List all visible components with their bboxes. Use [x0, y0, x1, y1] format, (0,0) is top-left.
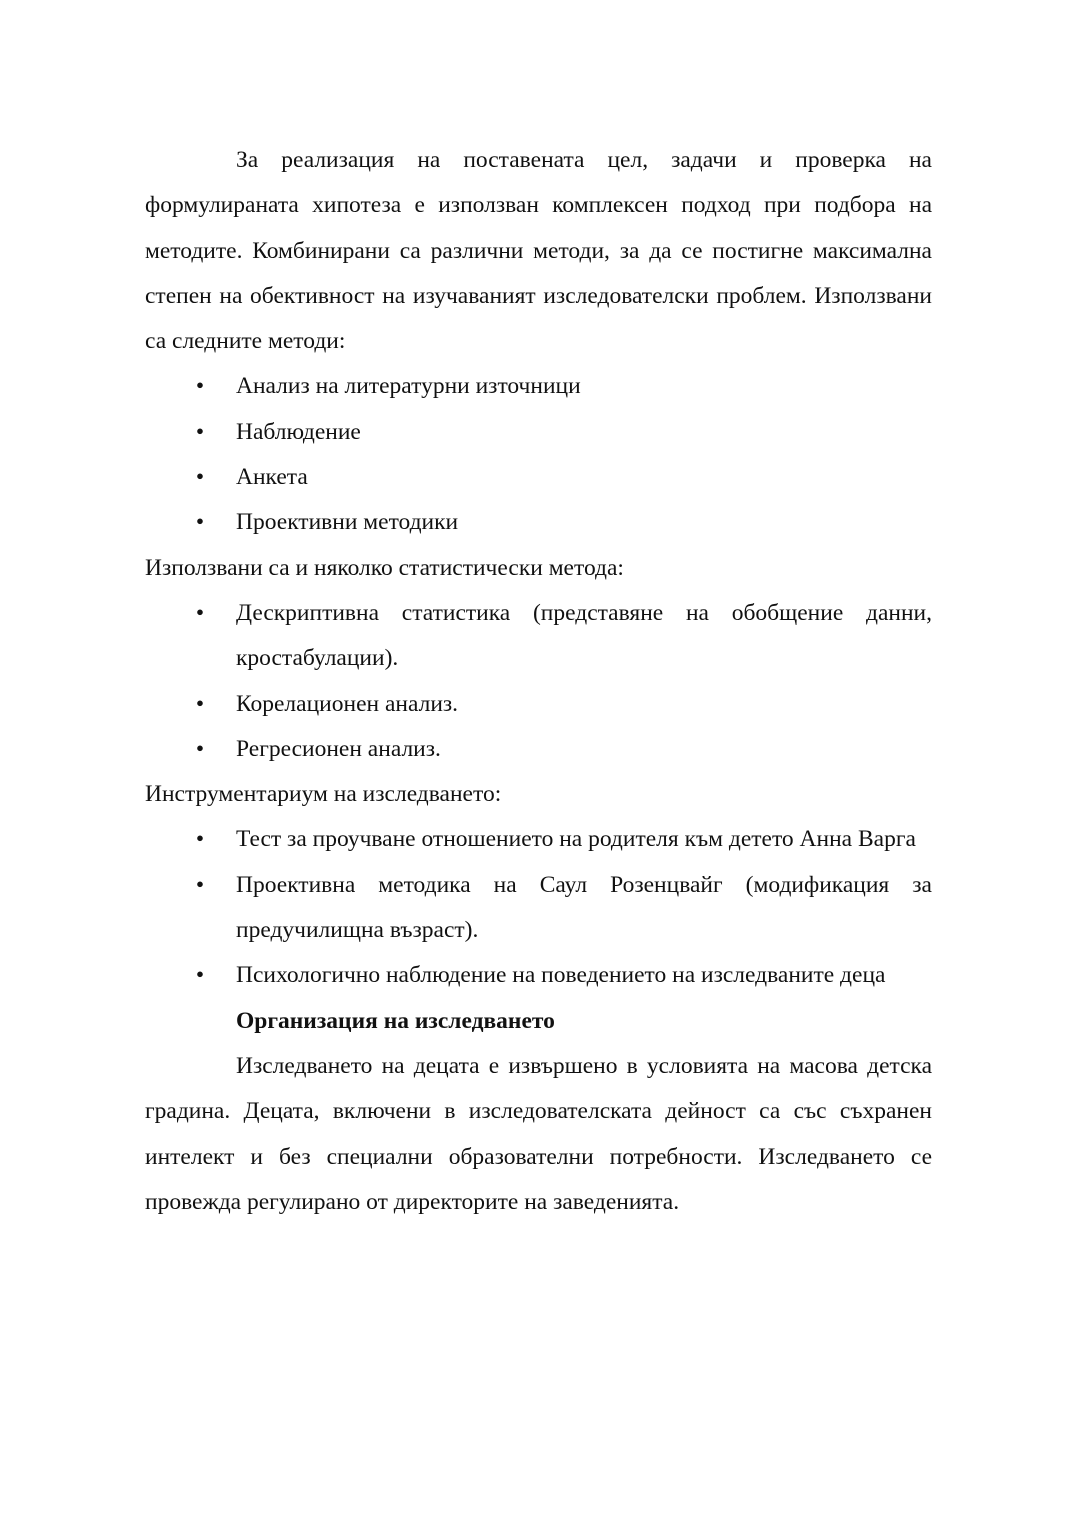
- section-heading: Организация на изследването: [236, 1007, 555, 1034]
- intro-paragraph: За реализация на поставената цел, задачи и проверка на формулираната хипотеза е използван комплексен подход при подбора на методите. Комбинирани са различни методи, за да се постигне максимална степен на обективност на изучаваният изследователски проблем. Използвани са следните методи:: [145, 147, 932, 355]
- bullet-icon: •: [195, 735, 205, 762]
- list-item: [145, 455, 932, 500]
- list-item-text: Психологично наблюдение на поведението на изследваните деца: [236, 962, 886, 989]
- stats-intro: Използвани са и няколко статистически метода:: [145, 554, 624, 581]
- bullet-icon: •: [195, 871, 205, 898]
- bullet-icon: •: [195, 599, 205, 626]
- bullet-icon: •: [195, 962, 205, 989]
- instruments-list: [145, 817, 932, 998]
- bullet-icon: •: [195, 690, 205, 717]
- list-item-text: Тест за проучване отношението на родителя към детето Анна Варга: [236, 826, 916, 853]
- bullet-icon: •: [195, 418, 205, 445]
- list-item-text: Проективна методика на Саул Розенцвайг (модификация за предучилищна възраст).: [236, 871, 932, 944]
- bullet-icon: •: [195, 464, 205, 491]
- document-page: [145, 138, 932, 1225]
- list-item: [145, 817, 932, 862]
- list-item: [145, 727, 932, 772]
- list-item-text: Регресионен анализ.: [236, 735, 441, 762]
- list-item: [145, 364, 932, 409]
- bullet-icon: •: [195, 509, 205, 536]
- list-item-text: Анализ на литературни източници: [236, 373, 581, 400]
- list-item: [145, 410, 932, 455]
- list-item-text: Проективни методики: [236, 509, 459, 536]
- bullet-icon: •: [195, 826, 205, 853]
- list-item: [145, 863, 932, 954]
- list-item-text: Наблюдение: [236, 418, 361, 445]
- list-item: [145, 682, 932, 727]
- list-item: [145, 500, 932, 545]
- list-item-text: Корелационен анализ.: [236, 690, 459, 717]
- list-item: [145, 953, 932, 998]
- list-item: [145, 591, 932, 682]
- instruments-intro: Инструментариум на изследването:: [145, 781, 502, 808]
- methods-list: [145, 364, 932, 545]
- organization-paragraph: Изследването на децата е извършено в условията на масова детска градина. Децата, включени в изследователската дейност са със съхранен интелект и без специални образователни потребности. Изследването се провежда регулирано от директорите на заведенията.: [145, 1052, 932, 1215]
- bullet-icon: •: [195, 373, 205, 400]
- list-item-text: Анкета: [236, 464, 308, 491]
- list-item-text: Дескриптивна статистика (представяне на обобщение данни, кростабулации).: [236, 599, 932, 672]
- stat-methods-list: [145, 591, 932, 772]
